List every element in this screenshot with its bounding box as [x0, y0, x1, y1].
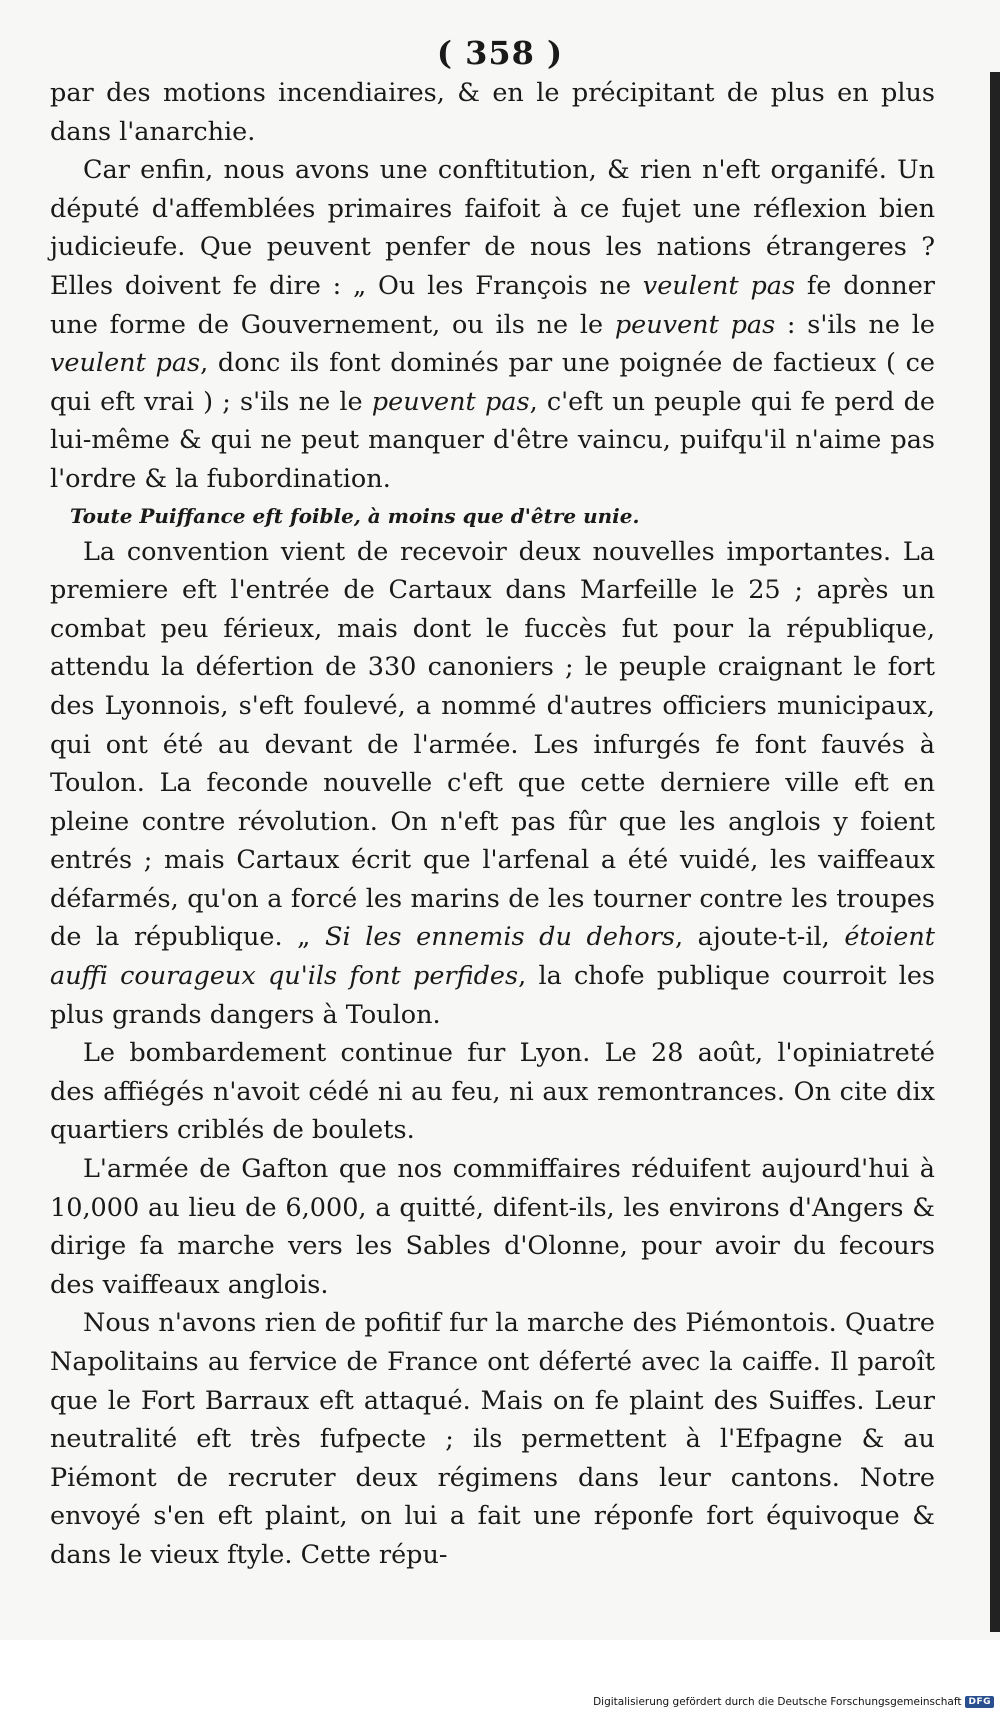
text-segment: veulent pas [642, 270, 796, 301]
text-segment: Car enfin, nous avons une conftitution, & rien n'eft organifé. Un député d'affemblées primaires faifoit à ce fujet une réflexion bien judicieufe. Que peuvent penfer de nous les nations étrangeres ? Elles doivent fe dire : „ Ou les François ne [50, 155, 935, 301]
text-segment: Toute Puiffance eft foible, à moins que d'être unie. [70, 503, 640, 528]
text-segment: étoient auffi courageux qu'ils font perfides [50, 922, 935, 992]
text-segment: par des motions incendiaires, & en le précipitant de plus en plus dans l'anarchie. [50, 78, 935, 147]
motto-line [50, 499, 935, 533]
text-segment: L'armée de Gafton que nos commiffaires réduifent aujourd'hui à 10,000 au lieu de 6,000, a quitté, difent-ils, les environs d'Angers & dirige fa marche vers les Sables d'Olonne, pour avoir du fecours des vaiffeaux anglois. [50, 1154, 935, 1300]
text-segment: , ajoute-t-il, [674, 922, 845, 953]
text-segment: veulent pas [50, 348, 201, 379]
scan-edge-shadow [990, 72, 1000, 1632]
page-number: ( 358 ) [436, 34, 564, 72]
paragraph-2 [50, 151, 935, 498]
paragraph-5 [50, 1150, 935, 1304]
dfg-logo-icon: DFG [965, 1696, 994, 1708]
text-segment: , donc ils font dominés par une poignée de factieux ( ce qui eft vrai ) ; s'ils ne le [50, 348, 935, 417]
text-segment: fe donner une forme de Gouvernement, ou ils ne le [50, 270, 936, 340]
text-segment: peuvent pas [371, 386, 530, 417]
paragraph-1 [50, 74, 935, 151]
text-segment: Le bombardement continue fur Lyon. Le 28 août, l'opiniatreté des affiégés n'avoit cédé ni au feu, ni aux remontrances. On cite dix quartiers criblés de boulets. [50, 1038, 935, 1146]
digitization-footer [593, 1694, 994, 1710]
text-segment: : s'ils ne le [775, 309, 935, 340]
body-text [50, 74, 935, 1575]
text-segment: , c'eft un peuple qui fe perd de lui-même & qui ne peut manquer d'être vaincu, puifqu'il n'aime pas l'ordre & la fubordination. [50, 386, 935, 494]
text-segment: La convention vient de recevoir deux nouvelles importantes. La premiere eft l'entrée de Cartaux dans Marfeille le 25 ; après un combat peu férieux, mais dont le fuccès fut pour la république, attendu la défertion de 330 canoniers ; le peuple craignant le fort des Lyonnois, s'eft foulevé, a nommé d'autres officiers municipaux, qui ont été au devant de l'armée. Les infurgés fe font fauvés à Toulon. La feconde nouvelle c'eft que cette derniere ville eft en pleine contre révolution. On n'eft pas fûr que les anglois y foient entrés ; mais Cartaux écrit que l'arfenal a été vuidé, les vaiffeaux défarmés, qu'on a forcé les marins de les tourner contre les troupes de la république. „ [50, 536, 935, 953]
paragraph-4 [50, 1034, 935, 1150]
text-segment: Nous n'avons rien de pofitif fur la marche des Piémontois. Quatre Napolitains au fervice de France ont déferté avec la caiffe. Il paroît que le Fort Barraux eft attaqué. Mais on fe plaint des Suiffes. Leur neutralité eft très fufpecte ; ils permettent à l'Efpagne & au Piémont de recruter deux régimens dans leur cantons. Notre envoyé s'en eft plaint, on lui a fait une réponfe fort équivoque & dans le vieux ftyle. Cette répu- [50, 1308, 935, 1570]
paragraph-6 [50, 1304, 935, 1574]
text-segment: peuvent pas [614, 309, 776, 340]
text-segment: , la chofe publique courroit les plus grands dangers à Toulon. [50, 961, 936, 1030]
footer-credit: Digitalisierung gefördert durch die Deutsche Forschungsgemeinschaft [593, 1696, 962, 1708]
paragraph-3 [50, 533, 935, 1035]
text-segment: Si les ennemis du dehors [324, 922, 675, 953]
